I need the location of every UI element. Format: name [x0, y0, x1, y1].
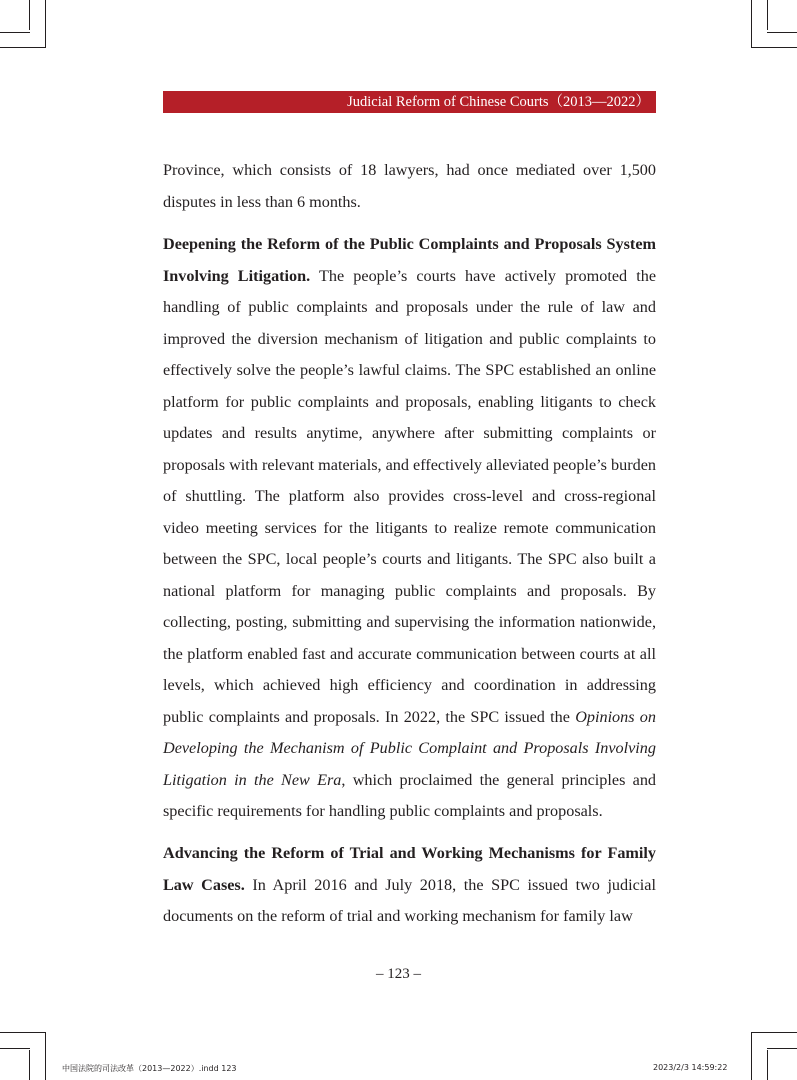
crop-mark — [29, 0, 30, 30]
crop-mark — [751, 1032, 752, 1080]
crop-mark — [751, 47, 797, 48]
section-heading: Deepening the Reform of the Public Complaints and Proposals System Involving Litigation. — [163, 235, 656, 285]
crop-mark — [45, 0, 46, 48]
crop-mark — [0, 32, 30, 33]
crop-mark — [751, 0, 752, 48]
crop-mark — [0, 1048, 30, 1049]
paragraph-family-law — [163, 838, 656, 933]
footer-timestamp: 2023/2/3 14:59:22 — [653, 1063, 728, 1072]
paragraph-continuation — [163, 155, 656, 218]
crop-mark — [0, 47, 46, 48]
crop-mark — [751, 1032, 797, 1033]
footer-file-info: 中国法院的司法改革（2013—2022）.indd 123 — [62, 1064, 237, 1073]
section-heading: Advancing the Reform of Trial and Working Mechanisms for Family Law Cases. — [163, 844, 656, 894]
crop-mark — [767, 0, 768, 30]
crop-mark — [0, 1032, 46, 1033]
paragraph-public-complaints — [163, 229, 656, 828]
crop-mark — [767, 32, 797, 33]
paragraph-text: , which proclaimed the general principles and specific requirements for handling public complaints and proposals. — [163, 770, 657, 820]
paragraph-text: The people’s courts have actively promoted the handling of public complaints and proposals under the rule of law and improved the diversion mechanism of litigation and public complaints to effectively solve the people’s lawful claims. The SPC established an online platform for public complaints and proposals, enabling litigants to check updates and results anytime, anywhere after submitting complaints or proposals with relevant materials, and effectively alleviated people’s burden of shuttling. The platform also provides cross-level and cross-regional video meeting services for the litigants to realize remote communication between the SPC, local people’s courts and litigants. The SPC also built a national platform for managing public complaints and proposals. By collecting, posting, submitting and supervising the information nationwide, the platform enabled fast and accurate communication between courts at all levels, which achieved high efficiency and coordination in addressing public complaints and proposals. In 2022, the SPC issued the — [163, 266, 657, 726]
crop-mark — [45, 1032, 46, 1080]
crop-mark — [767, 1048, 797, 1049]
paragraph-text: Province, which consists of 18 lawyers, had once mediated over 1,500 disputes in less than 6 months. — [163, 161, 656, 211]
page-number: – 123 – — [376, 966, 421, 982]
crop-mark — [29, 1050, 30, 1080]
document-title: Opinions on Developing the Mechanism of Public Complaint and Proposals Involving Litigation in the New Era — [163, 707, 656, 789]
paragraph-text: In April 2016 and July 2018, the SPC issued two judicial documents on the reform of trial and working mechanism for family law — [163, 875, 656, 925]
crop-mark — [767, 1050, 768, 1080]
running-header: Judicial Reform of Chinese Courts（2013—2022） — [163, 91, 656, 113]
